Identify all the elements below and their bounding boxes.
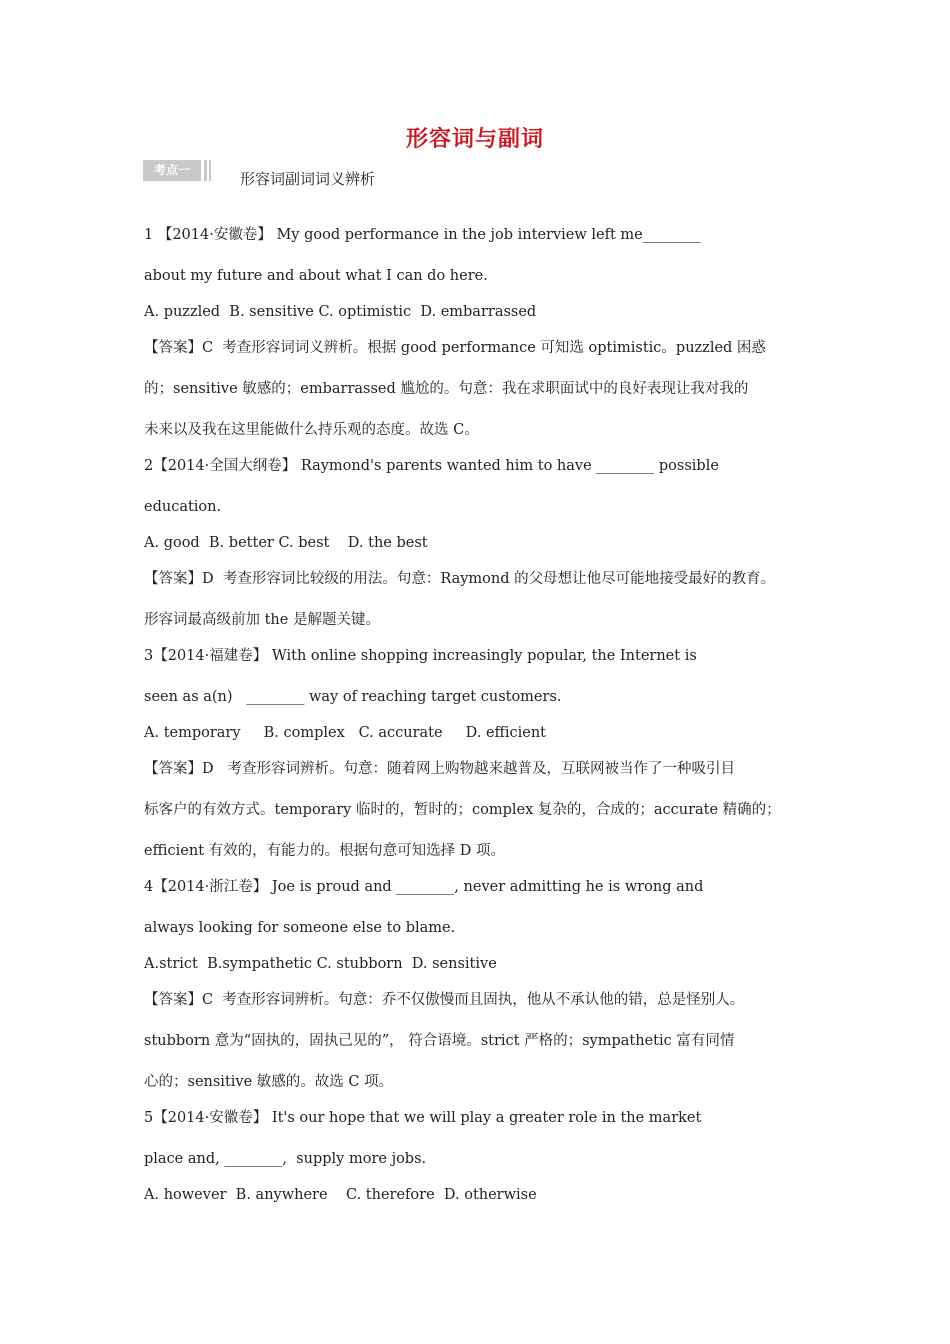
text-line-q4-opts: A.strict B.sympathetic C. stubborn D. sensitive [144, 956, 497, 972]
text-line-q5-b: place and, ________, supply more jobs. [144, 1151, 427, 1167]
text-line-a3-b: 标客户的有效方式。temporary 临时的，暂时的；complex 复杂的，合成的；accurate 精确的； [144, 802, 781, 818]
text-line-q3-opts: A. temporary B. complex C. accurate D. efficient [144, 725, 546, 741]
section-title: 形容词副词词义辨析 [240, 170, 376, 188]
text-line-a1-a: 【答案】C 考查形容词词义辨析。根据 good performance 可知选 optimistic。puzzled 困惑 [144, 340, 766, 356]
text-line-a3-a: 【答案】D 考查形容词辨析。句意：随着网上购物越来越普及，互联网被当作了一种吸引目 [144, 761, 735, 777]
text-line-q2-a: 2【2014·全国大纲卷】 Raymond's parents wanted him to have ________ possible [144, 458, 719, 474]
text-line-a4-b: stubborn 意为“固执的，固执己见的”， 符合语境。strict 严格的；sympathetic 富有同情 [144, 1033, 735, 1049]
text-line-a3-c: efficient 有效的，有能力的。根据句意可知选择 D 项。 [144, 843, 505, 859]
text-line-q2-opts: A. good B. better C. best D. the best [144, 535, 428, 551]
text-line-q1-opts: A. puzzled B. sensitive C. optimistic D. embarrassed [144, 304, 537, 320]
text-line-a4-c: 心的；sensitive 敏感的。故选 C 项。 [144, 1074, 394, 1090]
text-line-a4-a: 【答案】C 考查形容词辨析。句意：乔不仅傲慢而且固执，他从不承认他的错，总是怪别人。 [144, 992, 745, 1008]
text-line-q4-b: always looking for someone else to blame. [144, 920, 456, 936]
text-line-a2-a: 【答案】D 考查形容词比较级的用法。句意：Raymond 的父母想让他尽可能地接受最好的教育。 [144, 571, 776, 587]
text-line-q2-b: education. [144, 499, 222, 515]
text-line-a2-b: 形容词最高级前加 the 是解题关键。 [144, 612, 380, 628]
text-line-q5-opts: A. however B. anywhere C. therefore D. otherwise [144, 1187, 537, 1203]
text-line-q1-b: about my future and about what I can do here. [144, 268, 488, 284]
text-line-a1-c: 未来以及我在这里能做什么持乐观的态度。故选 C。 [144, 422, 479, 438]
text-line-q4-a: 4【2014·浙江卷】 Joe is proud and ________, never admitting he is wrong and [144, 879, 704, 895]
section-badge [143, 160, 209, 181]
badge-stripe [204, 160, 207, 181]
text-line-q3-a: 3【2014·福建卷】 With online shopping increasingly popular, the Internet is [144, 648, 697, 664]
text-line-q3-b: seen as a(n) ________ way of reaching target customers. [144, 689, 562, 705]
text-line-a1-b: 的；sensitive 敏感的；embarrassed 尴尬的。句意：我在求职面试中的良好表现让我对我的 [144, 381, 749, 397]
page-title: 形容词与副词 [405, 127, 544, 152]
badge-label: 考点一 [143, 160, 201, 181]
text-line-q1-a: 1 【2014·安徽卷】 My good performance in the job interview left me________ [144, 227, 701, 243]
text-line-q5-a: 5【2014·安徽卷】 It's our hope that we will play a greater role in the market [144, 1110, 702, 1126]
badge-stripe [209, 160, 211, 181]
